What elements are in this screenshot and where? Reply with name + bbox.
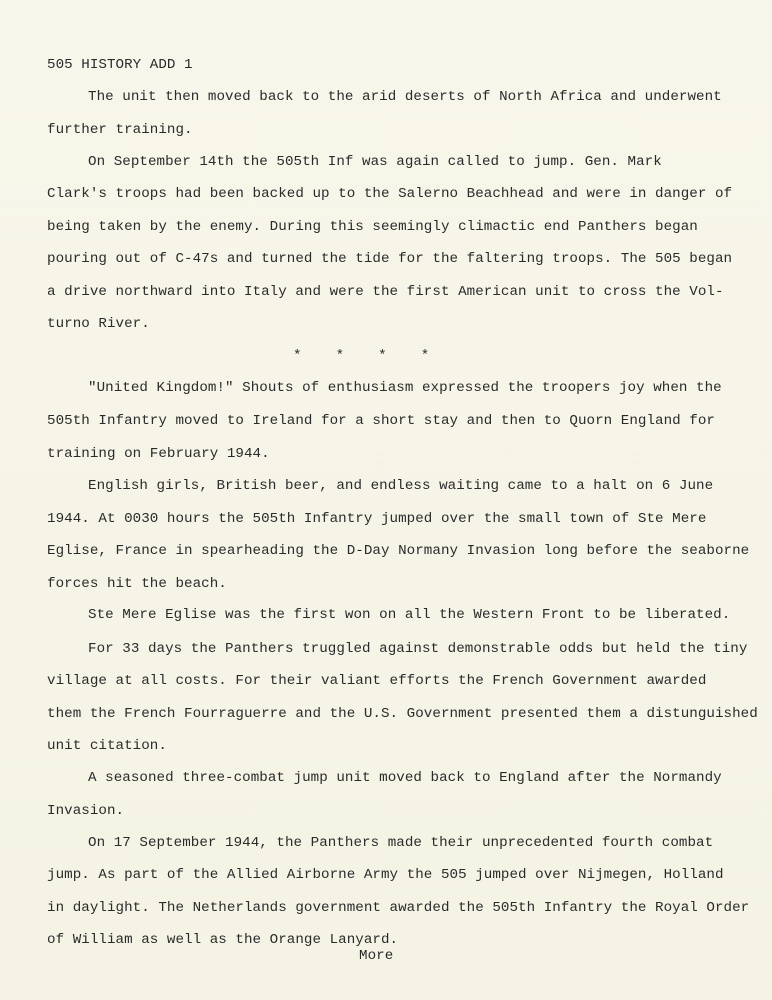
- text-line: training on February 1944.: [47, 446, 270, 462]
- text-line: 505th Infantry moved to Ireland for a short stay and then to Quorn England for: [47, 413, 715, 429]
- text-line: The unit then moved back to the arid deserts of North Africa and underwent: [88, 89, 722, 105]
- continued-marker: More: [359, 948, 394, 964]
- text-line: "United Kingdom!" Shouts of enthusiasm expressed the troopers joy when the: [88, 380, 722, 396]
- text-line: of William as well as the Orange Lanyard.: [47, 932, 399, 948]
- text-line: turno River.: [47, 316, 150, 332]
- text-line: 1944. At 0030 hours the 505th Infantry jumped over the small town of Ste Mere: [47, 511, 707, 527]
- text-line: For 33 days the Panthers truggled against demonstrable odds but held the tiny: [88, 641, 748, 657]
- page-title: 505 HISTORY ADD 1: [47, 57, 193, 73]
- text-line: in daylight. The Netherlands government awarded the 505th Infantry the Royal Order: [47, 900, 750, 916]
- text-line: jump. As part of the Allied Airborne Army the 505 jumped over Nijmegen, Holland: [47, 867, 724, 883]
- text-line: being taken by the enemy. During this seemingly climactic end Panthers began: [47, 219, 698, 235]
- text-line: A seasoned three-combat jump unit moved back to England after the Normandy: [88, 770, 722, 786]
- text-line: a drive northward into Italy and were the first American unit to cross the Vol-: [47, 284, 724, 300]
- text-line: pouring out of C-47s and turned the tide for the faltering troops. The 505 began: [47, 251, 733, 267]
- text-line: unit citation.: [47, 738, 167, 754]
- text-line: further training.: [47, 122, 193, 138]
- text-line: Invasion.: [47, 803, 125, 819]
- text-line: English girls, British beer, and endless waiting came to a halt on 6 June: [88, 478, 714, 494]
- text-line: On 17 September 1944, the Panthers made their unprecedented fourth combat: [88, 835, 714, 851]
- text-line: On September 14th the 505th Inf was again called to jump. Gen. Mark: [88, 154, 662, 170]
- text-line: forces hit the beach.: [47, 576, 227, 592]
- text-line: village at all costs. For their valiant efforts the French Government awarded: [47, 673, 707, 689]
- text-line: Clark's troops had been backed up to the Salerno Beachhead and were in danger of: [47, 186, 733, 202]
- text-line: Ste Mere Eglise was the first won on all the Western Front to be liberated.: [88, 607, 731, 623]
- section-separator: * * * *: [293, 348, 430, 364]
- text-line: Eglise, France in spearheading the D-Day Normany Invasion long before the seaborne: [47, 543, 750, 559]
- text-line: them the French Fourraguerre and the U.S. Government presented them a distunguished: [47, 706, 758, 722]
